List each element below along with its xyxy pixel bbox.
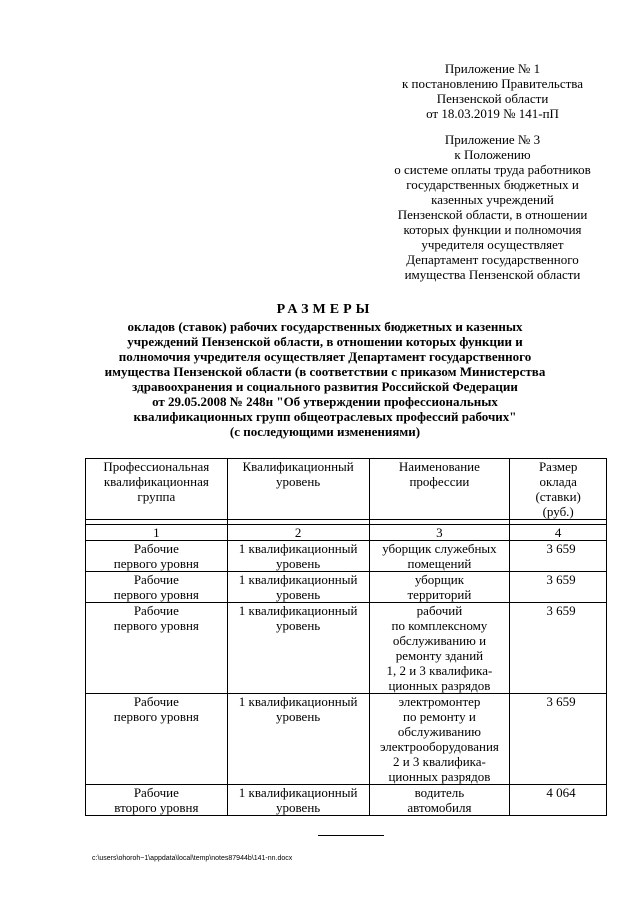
text-line: уровень	[276, 556, 321, 571]
cell-group	[86, 785, 228, 816]
cell-group	[86, 572, 228, 603]
text-line: окладов (ставок) рабочих государственных бюджетных и казенных	[127, 319, 523, 334]
text-line: к постановлению Правительства	[401, 76, 584, 91]
index-3: 3	[369, 525, 510, 541]
text-line: оклада	[539, 474, 577, 489]
text-line: (руб.)	[542, 504, 574, 519]
salary-table	[85, 458, 607, 816]
text-line: имущества Пензенской области (в соответствии с приказом Министерства	[104, 364, 546, 379]
text-line: ремонту зданий	[395, 648, 484, 663]
text-line: по комплексному	[391, 618, 488, 633]
text-line: которых функции и полномочия	[403, 222, 582, 237]
document-heading	[95, 302, 555, 439]
text-line: Приложение № 1	[444, 61, 541, 76]
text-line: уровень	[276, 800, 321, 815]
text-line: уровень	[276, 709, 321, 724]
text-line: Рабочие	[133, 541, 179, 556]
appendix-3-header	[360, 132, 625, 282]
cell-profession	[369, 572, 510, 603]
cell-profession	[369, 541, 510, 572]
text-line: учредителя осуществляет	[421, 237, 564, 252]
text-line: (с последующими изменениями)	[229, 424, 421, 439]
text-line: обслуживанию и	[392, 633, 487, 648]
text-line: квалификационная	[103, 474, 209, 489]
file-path: c:\users\ohoroh~1\appdata\local\temp\notes87944b\141-nn.docx	[92, 855, 293, 862]
text-line: электромонтер	[398, 694, 481, 709]
text-line: уборщик	[414, 572, 465, 587]
text-line: 1 квалификационный	[238, 541, 358, 556]
table-row	[86, 541, 607, 572]
cell-group	[86, 694, 228, 785]
index-2: 2	[227, 525, 369, 541]
text-line: Приложение № 3	[444, 132, 541, 147]
cell-level	[227, 694, 369, 785]
text-line: 1 квалификационный	[238, 572, 358, 587]
text-line: Профессиональная	[103, 459, 210, 474]
cell-profession	[369, 603, 510, 694]
text-line: первого уровня	[113, 556, 199, 571]
text-line: группа	[137, 489, 176, 504]
text-line: 1 квалификационный	[238, 603, 358, 618]
text-line: помещений	[407, 556, 472, 571]
text-line: Рабочие	[133, 603, 179, 618]
text-line: от 18.03.2019 № 141-пП	[426, 106, 559, 121]
text-line: первого уровня	[113, 587, 199, 602]
cell-level	[227, 785, 369, 816]
text-line: первого уровня	[113, 709, 199, 724]
text-line: 1 квалификационный	[238, 785, 358, 800]
text-line: Пензенской области, в отношении	[397, 207, 588, 222]
text-line: уровень	[276, 474, 321, 489]
text-line: 1, 2 и 3 квалифика-	[386, 663, 493, 678]
text-line: Департамент государственного	[406, 252, 579, 267]
text-line: 1 квалификационный	[238, 694, 358, 709]
text-line: рабочий	[416, 603, 463, 618]
text-line: полномочия учредителя осуществляет Департамент государственного	[118, 349, 532, 364]
text-line: Квалификационный	[242, 459, 354, 474]
table-row	[86, 694, 607, 785]
text-line: ционных разрядов	[388, 769, 491, 784]
cell-salary: 3 659	[510, 694, 607, 785]
table-row	[86, 572, 607, 603]
appendix-1-header	[360, 61, 625, 121]
text-line: Рабочие	[133, 785, 179, 800]
text-line: водитель	[414, 785, 465, 800]
text-line: уборщик служебных	[382, 541, 497, 556]
cell-salary: 4 064	[510, 785, 607, 816]
heading-subtitle	[95, 319, 555, 439]
cell-profession	[369, 694, 510, 785]
text-line: казенных учреждений	[431, 192, 554, 207]
text-line: имущества Пензенской области	[404, 267, 581, 282]
cell-salary: 3 659	[510, 541, 607, 572]
text-line: Наименование	[398, 459, 480, 474]
text-line: обслуживанию	[397, 724, 481, 739]
cell-salary: 3 659	[510, 603, 607, 694]
text-line: 2 и 3 квалифика-	[392, 754, 486, 769]
text-line: Рабочие	[133, 572, 179, 587]
table-row	[86, 785, 607, 816]
text-line: государственных бюджетных и	[406, 177, 579, 192]
text-line: по ремонту и	[402, 709, 476, 724]
footnote-rule	[318, 835, 384, 836]
cell-group	[86, 603, 228, 694]
table-row	[86, 603, 607, 694]
table-body	[86, 541, 607, 816]
text-line: Размер	[538, 459, 578, 474]
index-1: 1	[86, 525, 228, 541]
cell-group	[86, 541, 228, 572]
text-line: уровень	[276, 618, 321, 633]
text-line: (ставки)	[535, 489, 581, 504]
column-index-row	[86, 525, 607, 541]
header-profession	[369, 459, 510, 520]
text-line: Пензенской области	[436, 91, 549, 106]
text-line: от 29.05.2008 № 248н "Об утверждении профессиональных	[152, 394, 498, 409]
cell-profession	[369, 785, 510, 816]
text-line: электрооборудования	[379, 739, 499, 754]
index-4: 4	[510, 525, 607, 541]
text-line: первого уровня	[113, 618, 199, 633]
text-line: здравоохранения и социального развития Российской Федерации	[132, 379, 518, 394]
header-group	[86, 459, 228, 520]
cell-level	[227, 572, 369, 603]
text-line: второго уровня	[114, 800, 199, 815]
text-line: профессии	[409, 474, 470, 489]
cell-level	[227, 541, 369, 572]
text-line: уровень	[276, 587, 321, 602]
text-line: территорий	[407, 587, 472, 602]
text-line: квалификационных групп общеотраслевых профессий рабочих"	[133, 409, 517, 424]
text-line: Рабочие	[133, 694, 179, 709]
text-line: учреждений Пензенской области, в отношении которых функции и	[127, 334, 523, 349]
heading-title: РАЗМЕРЫ	[276, 302, 374, 317]
text-line: о системе оплаты труда работников	[394, 162, 591, 177]
cell-salary: 3 659	[510, 572, 607, 603]
table-header-row	[86, 459, 607, 520]
text-line: ционных разрядов	[388, 678, 491, 693]
header-salary	[510, 459, 607, 520]
cell-level	[227, 603, 369, 694]
text-line: автомобиля	[407, 800, 472, 815]
text-line: к Положению	[454, 147, 531, 162]
header-level	[227, 459, 369, 520]
